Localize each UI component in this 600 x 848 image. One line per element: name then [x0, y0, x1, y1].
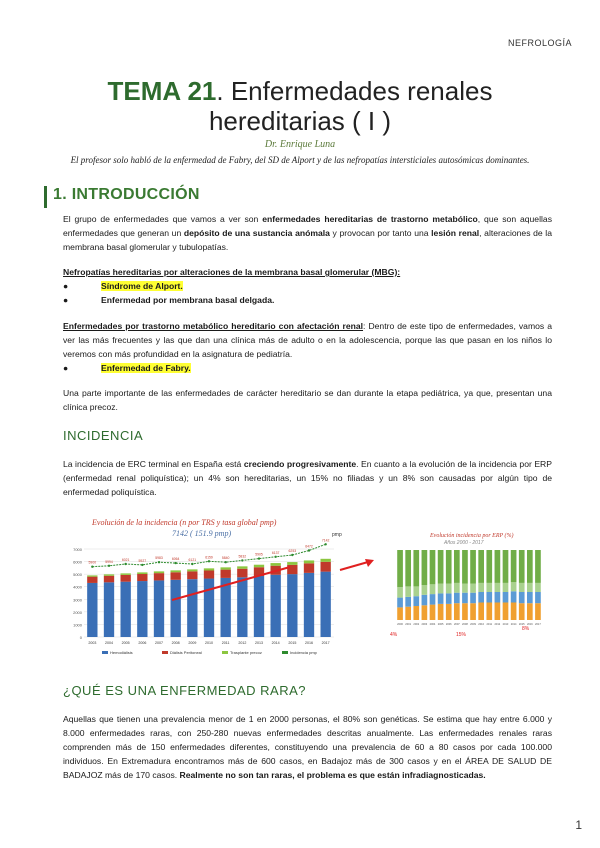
x-tick-label: 2005	[121, 641, 130, 645]
bar-vascular	[405, 597, 411, 607]
bar-trasplante-precoz	[271, 563, 281, 566]
chart1-ylabel: pmp	[332, 532, 342, 538]
section-title: 1. INTRODUCCIÓN	[53, 186, 200, 203]
legend-label: Incidencia pmp	[290, 650, 317, 655]
bar-otras	[511, 550, 517, 582]
y-tick-label: 7000	[73, 547, 82, 552]
y-tick-label: 6000	[73, 559, 82, 565]
bar-diabetes	[422, 605, 428, 620]
x-tick-label: 2010	[205, 641, 213, 645]
bar-hemodiálisis	[287, 574, 297, 637]
bar-trasplante-precoz	[121, 573, 131, 575]
incidence-point	[108, 565, 110, 567]
list-item: ● Síndrome de Alport.	[63, 281, 183, 291]
bar-otras	[486, 550, 492, 583]
bar-diabetes	[535, 603, 541, 620]
incidence-chart	[62, 515, 352, 660]
chart2-title: Evolución incidencia por ERP (%)	[430, 533, 514, 539]
bar-diabetes	[511, 603, 517, 621]
x-tick-label: 2016	[526, 623, 533, 626]
bar-hemodiálisis	[321, 572, 331, 637]
bar-trasplante-precoz	[104, 574, 114, 575]
x-tick-label: 2007	[155, 641, 163, 645]
data-label: 6137	[271, 550, 280, 555]
bar-otras	[430, 550, 436, 584]
y-tick-label: 2000	[73, 609, 82, 615]
metabolic-paragraph: Enfermedades por trastorno metabólico hereditario con afectación renal: Dentro de este tipo de enfermedades, vamos a ver las más frecuentes y las que dan una clínica más de adulto o en la adolescencia, porque las que pasan en los niños lo veremos con más profundidad en la asignatura de pediatría.	[63, 321, 552, 359]
bar-glomerular	[495, 583, 501, 592]
incidence-point	[241, 559, 243, 561]
bar-vascular	[430, 594, 436, 605]
data-label: 6159	[205, 555, 213, 560]
section-bar	[44, 186, 47, 208]
bar-diálisis-peritoneal	[204, 570, 214, 578]
y-tick-label: 5000	[73, 572, 82, 578]
bar-vascular	[422, 595, 428, 606]
data-label: 6021	[121, 558, 130, 562]
x-tick-label: 2013	[255, 641, 263, 645]
bar-trasplante-precoz	[137, 572, 147, 574]
rara-heading: ¿QUÉ ES UNA ENFERMEDAD RARA?	[63, 683, 306, 698]
bar-otras	[413, 550, 419, 586]
bar-hemodiálisis	[237, 577, 247, 637]
bar-diálisis-peritoneal	[287, 565, 297, 574]
data-label: 5927	[138, 558, 147, 563]
bar-trasplante-precoz	[204, 568, 214, 570]
y-tick-label: 4000	[73, 584, 82, 590]
x-tick-label: 2008	[171, 641, 180, 645]
bar-glomerular	[438, 584, 444, 594]
x-tick-label: 2017	[321, 641, 330, 645]
bar-vascular	[462, 593, 468, 604]
x-tick-label: 2011	[221, 641, 230, 645]
x-tick-label: 2005	[437, 623, 444, 626]
x-tick-label: 2007	[453, 623, 460, 626]
incidencia-paragraph: La incidencia de ERC terminal en España está creciendo progresivamente. En cuanto a la evolución de la incidencia por ERP (enfermedad renal poliquística); un 4% son hereditarias, un 15% no filiadas y un 8% son causadas por algún tipo de enfermedad poliquística.	[63, 459, 552, 497]
bar-diálisis-peritoneal	[121, 575, 131, 582]
list-item: ● Enfermedad de Fabry.	[63, 363, 191, 373]
bar-otras	[535, 550, 541, 583]
bar-otras	[462, 550, 468, 584]
bar-trasplante-precoz	[154, 571, 164, 573]
bar-hemodiálisis	[171, 580, 181, 637]
incidence-point	[141, 564, 143, 566]
page-title	[40, 76, 560, 136]
x-tick-label: 2012	[238, 641, 247, 645]
incidence-point	[158, 561, 160, 563]
bar-diabetes	[519, 603, 525, 620]
x-tick-label: 2014	[510, 623, 517, 626]
bar-vascular	[478, 592, 484, 603]
x-tick-label: 2006	[138, 641, 147, 645]
bar-hemodiálisis	[204, 579, 214, 637]
bar-vascular	[397, 598, 403, 608]
data-label: 7142	[321, 538, 330, 543]
bar-trasplante-precoz	[221, 567, 231, 569]
legend-swatch	[282, 651, 288, 654]
legend-swatch	[102, 651, 108, 654]
bar-diálisis-peritoneal	[87, 577, 97, 583]
bar-otras	[527, 550, 533, 583]
bar-diálisis-peritoneal	[104, 576, 114, 583]
bar-diabetes	[478, 603, 484, 621]
professor-note: El profesor solo habló de la enfermedad de Fabry, del SD de Alport y de las nefropatías intersticiales autosómicas dominantes.	[70, 155, 530, 165]
bar-diabetes	[503, 603, 509, 621]
bar-vascular	[511, 591, 517, 602]
data-label: 5983	[155, 556, 163, 561]
bar-diabetes	[430, 605, 436, 620]
x-tick-label: 2006	[445, 623, 452, 626]
data-label: 5905	[255, 552, 263, 557]
bar-diálisis-peritoneal	[137, 574, 147, 581]
incidence-point	[124, 563, 126, 565]
data-label: 5832	[238, 554, 247, 559]
x-tick-label: 2015	[518, 623, 525, 626]
incidence-point	[291, 554, 293, 556]
bar-diabetes	[470, 603, 476, 620]
chart2-subtitle: Años 2000 - 2017	[444, 540, 484, 546]
data-label: 5994	[105, 559, 113, 564]
bar-diálisis-peritoneal	[237, 569, 247, 578]
bar-diálisis-peritoneal	[154, 573, 164, 580]
bar-hemodiálisis	[121, 582, 131, 637]
incidencia-heading: INCIDENCIA	[63, 428, 144, 443]
incidence-point	[224, 561, 226, 563]
data-label: 6472	[305, 544, 313, 549]
x-tick-label: 2013	[502, 623, 509, 626]
data-label: 6253	[288, 549, 297, 553]
x-tick-label: 2000	[397, 623, 403, 626]
bar-vascular	[486, 592, 492, 603]
bar-hemodiálisis	[137, 581, 147, 637]
x-tick-label: 2009	[470, 623, 476, 626]
bar-trasplante-precoz	[237, 566, 247, 568]
bar-diálisis-peritoneal	[221, 570, 231, 578]
intro-paragraph: El grupo de enfermedades que vamos a ver son enfermedades hereditarias de trastorno metabólico, que son aquellas enfermedades que generan un depósito de una sustancia anómala y provocan por tanto una lesión renal, alteraciones de la membrana basal glomerular y tubulopatías.	[63, 214, 552, 252]
bar-diabetes	[462, 603, 468, 620]
bar-glomerular	[519, 583, 525, 592]
bar-diabetes	[446, 604, 452, 620]
bar-glomerular	[503, 583, 509, 592]
bar-vascular	[446, 593, 452, 604]
title-rest: . Enfermedades renales	[216, 76, 493, 106]
incidence-point	[91, 566, 93, 568]
x-tick-label: 2015	[288, 641, 297, 645]
author: Dr. Enrique Luna	[264, 139, 336, 150]
data-label: 5900	[88, 560, 97, 565]
pediatric-note: Una parte importante de las enfermedades de carácter hereditario se dan durante la etapa pediátrica, ya que, presentan una clínica precoz.	[63, 388, 552, 412]
x-tick-label: 2009	[188, 641, 197, 645]
bar-glomerular	[511, 582, 517, 591]
x-tick-label: 2002	[413, 623, 420, 626]
x-tick-label: 2004	[429, 623, 436, 626]
bar-glomerular	[478, 583, 484, 592]
bar-otras	[438, 550, 444, 584]
legend-swatch	[222, 651, 228, 654]
bar-hemodiálisis	[254, 576, 264, 637]
x-tick-label: 2003	[88, 641, 97, 645]
mbg-heading: Nefropatías hereditarias por alteraciones de la membrana basal glomerular (MBG):	[63, 267, 401, 277]
incidence-point	[324, 543, 326, 545]
x-tick-label: 2016	[305, 641, 313, 645]
x-tick-label: 2012	[494, 623, 501, 626]
rara-paragraph: Aquellas que tienen una prevalencia menor de 1 en 2000 personas, el 80% son genéticas. Se estima que hay entre 6.000 y 8.000 enfermedades raras, con 250-280 nuevas enfermedades descritas anualmente. Las enfermedades renales raras comprenden más de 150 enfermedades diferentes, constituyendo una prevalencia de 60 a 80 casos por cada 100.000 individuos. En Extremadura encontramos más de 600 casos, en Badajoz más de 300 casos y en el ÁREA DE SALUD DE BADAJOZ más de 170 casos. Realmente no son tan raras, el problema es que están infradiagnosticadas.	[63, 714, 552, 780]
erp-chart	[372, 528, 557, 643]
bar-otras	[478, 550, 484, 583]
arrow-to-erp-chart	[338, 556, 378, 576]
bar-vascular	[495, 592, 501, 603]
bar-glomerular	[413, 586, 419, 596]
bar-otras	[454, 550, 460, 583]
bar-hemodiálisis	[87, 583, 97, 637]
bar-glomerular	[422, 585, 428, 595]
specialty-header: NEFROLOGÍA	[507, 38, 572, 48]
bar-vascular	[413, 596, 419, 606]
bar-diabetes	[397, 607, 403, 620]
y-tick-label: 3000	[73, 597, 82, 603]
bar-trasplante-precoz	[254, 565, 264, 568]
chart1-title: Evolución de la incidencia (n por TRS y tasa global pmp)	[92, 518, 277, 527]
annotation-label: 15%	[456, 632, 467, 638]
bar-vascular	[535, 592, 541, 603]
bar-trasplante-precoz	[287, 562, 297, 565]
bar-otras	[405, 550, 411, 586]
bar-glomerular	[397, 587, 403, 598]
incidence-point	[274, 556, 276, 558]
bar-otras	[519, 550, 525, 583]
chart1-subtitle: 7142 ( 151.9 pmp)	[172, 529, 232, 538]
bar-vascular	[527, 592, 533, 603]
bar-otras	[503, 550, 509, 583]
bar-glomerular	[430, 584, 436, 594]
incidence-point	[208, 560, 210, 562]
bar-glomerular	[454, 583, 460, 593]
x-tick-label: 2014	[271, 641, 280, 645]
annotation-label: 4%	[390, 632, 398, 638]
bar-glomerular	[535, 583, 541, 592]
bar-glomerular	[486, 583, 492, 592]
bar-glomerular	[405, 586, 411, 597]
bar-glomerular	[462, 584, 468, 593]
x-tick-label: 2011	[486, 623, 493, 626]
bar-otras	[495, 550, 501, 583]
bar-vascular	[519, 592, 525, 603]
bar-glomerular	[470, 584, 476, 593]
bar-hemodiálisis	[304, 573, 314, 637]
bar-vascular	[503, 592, 509, 603]
bar-vascular	[454, 593, 460, 604]
bar-hemodiálisis	[187, 579, 197, 637]
bar-vascular	[470, 593, 476, 604]
bar-otras	[446, 550, 452, 584]
legend-swatch	[162, 651, 168, 654]
bar-diabetes	[486, 603, 492, 621]
bar-diálisis-peritoneal	[321, 562, 331, 572]
bar-hemodiálisis	[104, 582, 114, 637]
y-tick-label: 0	[79, 635, 82, 640]
bar-hemodiálisis	[271, 575, 281, 637]
bar-trasplante-precoz	[171, 570, 181, 572]
bar-diabetes	[454, 603, 460, 620]
x-tick-label: 2017	[535, 623, 541, 626]
incidence-point	[191, 563, 193, 565]
bar-diálisis-peritoneal	[187, 571, 197, 579]
bar-otras	[470, 550, 476, 584]
incidence-point	[258, 557, 260, 559]
incidence-point	[174, 562, 176, 564]
incidence-point	[308, 549, 310, 551]
bar-otras	[397, 550, 403, 587]
bar-diálisis-peritoneal	[171, 572, 181, 580]
annotation-label: 8%	[522, 626, 530, 632]
bar-trasplante-precoz	[187, 569, 197, 571]
bar-diálisis-peritoneal	[304, 563, 314, 573]
x-tick-label: 2004	[105, 641, 113, 645]
page-number: 1	[575, 818, 582, 832]
legend-label: Trasplante precoz	[230, 650, 262, 655]
legend-label: Diálisis Peritoneal	[170, 650, 202, 655]
x-tick-label: 2001	[405, 623, 412, 626]
bar-diabetes	[438, 604, 444, 620]
bar-diabetes	[495, 603, 501, 621]
bar-glomerular	[446, 584, 452, 594]
legend-label: Hemodiálisis	[110, 650, 133, 655]
x-tick-label: 2010	[478, 623, 485, 626]
y-tick-label: 1000	[73, 622, 82, 628]
bar-trasplante-precoz	[87, 575, 97, 576]
bar-diabetes	[405, 607, 411, 620]
data-label: 6121	[188, 558, 197, 562]
list-item: ● Enfermedad por membrana basal delgada.	[63, 295, 275, 305]
title-line2: hereditarias ( I )	[208, 106, 392, 136]
bar-otras	[422, 550, 428, 585]
bar-diabetes	[413, 606, 419, 620]
x-tick-label: 2003	[421, 623, 428, 626]
bar-trasplante-precoz	[321, 559, 331, 562]
data-label: 5840	[221, 556, 230, 561]
bar-hemodiálisis	[154, 580, 164, 637]
bar-vascular	[438, 593, 444, 604]
bar-trasplante-precoz	[304, 560, 314, 563]
bar-glomerular	[527, 583, 533, 592]
title-number: TEMA 21	[107, 76, 217, 106]
x-tick-label: 2008	[462, 623, 468, 626]
bar-diabetes	[527, 603, 533, 620]
data-label: 6064	[171, 557, 180, 562]
